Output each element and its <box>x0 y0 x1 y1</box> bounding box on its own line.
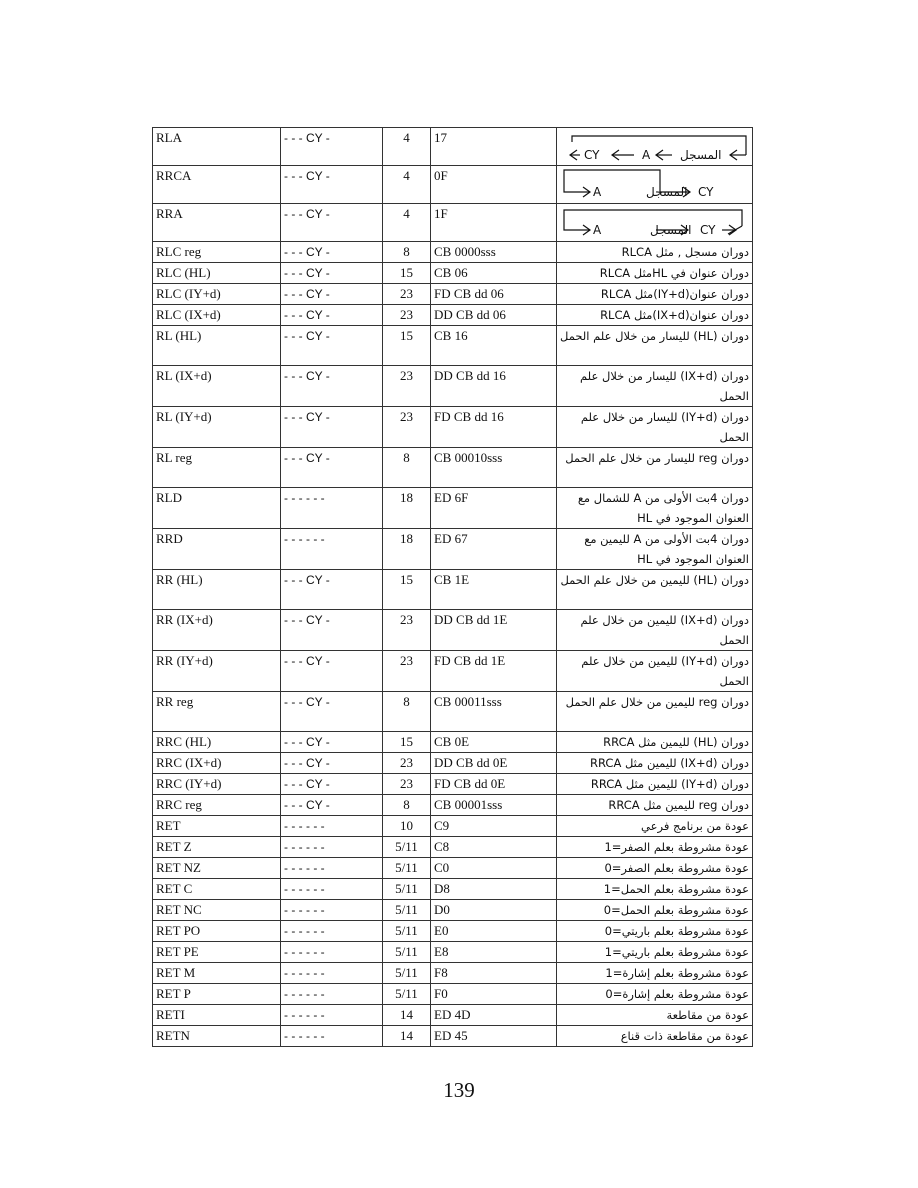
rotation-diagram-svg <box>560 166 748 203</box>
opcode-cell: FD CB dd 0E <box>431 774 557 795</box>
flags-cell: - - - CY - <box>281 166 383 204</box>
opcode-cell: ED 4D <box>431 1005 557 1026</box>
rotation-diagram-svg <box>560 128 748 165</box>
carry-label: CY <box>698 185 714 199</box>
table-row <box>153 128 753 166</box>
opcode-cell: C9 <box>431 816 557 837</box>
cycles-cell: 5/11 <box>383 921 431 942</box>
flags-cell: - - - - - - <box>281 879 383 900</box>
opcode-cell: 1F <box>431 204 557 242</box>
description-cell: دوران (IY+d) لليمين من خلال علم الحمل <box>557 651 753 692</box>
flags-cell: - - - CY - <box>281 263 383 284</box>
table-row <box>153 1026 753 1047</box>
description-cell: عودة من برنامج فرعي <box>557 816 753 837</box>
flags-cell: - - - CY - <box>281 284 383 305</box>
opcode-cell: CB 1E <box>431 570 557 610</box>
cycles-cell: 8 <box>383 692 431 732</box>
description-cell <box>557 166 753 204</box>
opcode-cell: 0F <box>431 166 557 204</box>
cycles-cell: 23 <box>383 284 431 305</box>
opcode-cell: C8 <box>431 837 557 858</box>
flags-cell: - - - - - - <box>281 837 383 858</box>
mnemonic-cell: RRCA <box>153 166 281 204</box>
cycles-cell: 4 <box>383 128 431 166</box>
description-cell <box>557 128 753 166</box>
mnemonic-cell: RLC reg <box>153 242 281 263</box>
opcode-cell: DD CB dd 06 <box>431 305 557 326</box>
flags-cell: - - - CY - <box>281 242 383 263</box>
description-cell: عودة مشروطة بعلم الصفر=1 <box>557 837 753 858</box>
table-row <box>153 529 753 570</box>
cycles-cell: 5/11 <box>383 837 431 858</box>
description-cell: دوران (HL) لليمين من خلال علم الحمل <box>557 570 753 610</box>
flags-cell: - - - CY - <box>281 448 383 488</box>
flags-cell: - - - - - - <box>281 963 383 984</box>
opcode-cell: FD CB dd 16 <box>431 407 557 448</box>
table-row <box>153 900 753 921</box>
description-cell: دوران (IY+d) لليسار من خلال علم الحمل <box>557 407 753 448</box>
opcode-cell: DD CB dd 16 <box>431 366 557 407</box>
opcode-cell: DD CB dd 1E <box>431 610 557 651</box>
opcode-cell: CB 00011sss <box>431 692 557 732</box>
mnemonic-cell: RRC (HL) <box>153 732 281 753</box>
mnemonic-cell: RETN <box>153 1026 281 1047</box>
mnemonic-cell: RET NZ <box>153 858 281 879</box>
flags-cell: - - - CY - <box>281 204 383 242</box>
mnemonic-cell: RET C <box>153 879 281 900</box>
table-row <box>153 942 753 963</box>
opcode-cell: D8 <box>431 879 557 900</box>
carry-label: CY <box>584 148 600 162</box>
flags-cell: - - - CY - <box>281 774 383 795</box>
carry-label: CY <box>700 223 716 237</box>
table-row <box>153 837 753 858</box>
opcode-cell: FD CB dd 1E <box>431 651 557 692</box>
cycles-cell: 15 <box>383 326 431 366</box>
table-row <box>153 753 753 774</box>
flags-cell: - - - - - - <box>281 488 383 529</box>
mnemonic-cell: RET <box>153 816 281 837</box>
flags-cell: - - - - - - <box>281 984 383 1005</box>
mnemonic-cell: RLA <box>153 128 281 166</box>
table-row <box>153 448 753 488</box>
loop-line <box>564 170 660 180</box>
table-row <box>153 284 753 305</box>
description-cell: دوران (IX+d) لليسار من خلال علم الحمل <box>557 366 753 407</box>
opcode-cell: CB 00010sss <box>431 448 557 488</box>
table-row <box>153 816 753 837</box>
table-row <box>153 921 753 942</box>
description-cell: عودة مشروطة بعلم باريتي=1 <box>557 942 753 963</box>
description-cell: عودة مشروطة بعلم الحمل=1 <box>557 879 753 900</box>
cycles-cell: 23 <box>383 366 431 407</box>
cycles-cell: 14 <box>383 1026 431 1047</box>
table-row <box>153 407 753 448</box>
flags-cell: - - - CY - <box>281 128 383 166</box>
mnemonic-cell: RET Z <box>153 837 281 858</box>
mnemonic-cell: RLC (IX+d) <box>153 305 281 326</box>
description-cell: عودة مشروطة بعلم إشارة=1 <box>557 963 753 984</box>
cycles-cell: 15 <box>383 570 431 610</box>
flags-cell: - - - CY - <box>281 326 383 366</box>
mnemonic-cell: RRD <box>153 529 281 570</box>
flags-cell: - - - - - - <box>281 858 383 879</box>
mnemonic-cell: RRC (IY+d) <box>153 774 281 795</box>
mnemonic-cell: RRC (IX+d) <box>153 753 281 774</box>
cycles-cell: 5/11 <box>383 879 431 900</box>
flags-cell: - - - - - - <box>281 900 383 921</box>
register-label: المسجل <box>680 148 722 162</box>
description-cell: عودة مشروطة بعلم الصفر=0 <box>557 858 753 879</box>
mnemonic-cell: RLC (IY+d) <box>153 284 281 305</box>
mnemonic-cell: RR (IX+d) <box>153 610 281 651</box>
description-cell: عودة مشروطة بعلم إشارة=0 <box>557 984 753 1005</box>
flags-cell: - - - CY - <box>281 305 383 326</box>
cycles-cell: 23 <box>383 610 431 651</box>
description-cell: دوران (IY+d) لليمين مثل RRCA <box>557 774 753 795</box>
mnemonic-cell: RLD <box>153 488 281 529</box>
cycles-cell: 5/11 <box>383 963 431 984</box>
description-cell: دوران 4بت الأولى من A لليمين مع العنوان الموجود في HL <box>557 529 753 570</box>
table-row <box>153 984 753 1005</box>
opcode-cell: E8 <box>431 942 557 963</box>
opcode-cell: ED 45 <box>431 1026 557 1047</box>
cycles-cell: 23 <box>383 753 431 774</box>
description-cell: دوران (HL) لليمين مثل RRCA <box>557 732 753 753</box>
mnemonic-cell: RL reg <box>153 448 281 488</box>
opcode-cell: C0 <box>431 858 557 879</box>
cycles-cell: 15 <box>383 732 431 753</box>
table-row <box>153 858 753 879</box>
mnemonic-cell: RET M <box>153 963 281 984</box>
flags-cell: - - - CY - <box>281 732 383 753</box>
opcode-cell: DD CB dd 0E <box>431 753 557 774</box>
rotation-diagram <box>560 204 749 241</box>
instruction-table-container <box>152 127 752 1043</box>
flags-cell: - - - CY - <box>281 795 383 816</box>
mnemonic-cell: RETI <box>153 1005 281 1026</box>
table-row <box>153 263 753 284</box>
mnemonic-cell: RR (HL) <box>153 570 281 610</box>
flags-cell: - - - CY - <box>281 570 383 610</box>
opcode-cell: CB 0000sss <box>431 242 557 263</box>
mnemonic-cell: RRC reg <box>153 795 281 816</box>
opcode-cell: CB 06 <box>431 263 557 284</box>
mnemonic-cell: RET NC <box>153 900 281 921</box>
rotation-diagram <box>560 128 749 165</box>
cycles-cell: 18 <box>383 529 431 570</box>
table-row <box>153 242 753 263</box>
mnemonic-cell: RR reg <box>153 692 281 732</box>
description-cell: دوران (IX+d) لليمين مثل RRCA <box>557 753 753 774</box>
cycles-cell: 18 <box>383 488 431 529</box>
flags-cell: - - - - - - <box>281 1005 383 1026</box>
flags-cell: - - - - - - <box>281 529 383 570</box>
table-row <box>153 774 753 795</box>
flags-cell: - - - CY - <box>281 651 383 692</box>
description-cell: دوران عنوان في HLمثل RLCA <box>557 263 753 284</box>
opcode-cell: 17 <box>431 128 557 166</box>
description-cell: دوران 4بت الأولى من A للشمال مع العنوان الموجود في HL <box>557 488 753 529</box>
description-cell: دوران (HL) لليسار من خلال علم الحمل <box>557 326 753 366</box>
opcode-cell: CB 0E <box>431 732 557 753</box>
mnemonic-cell: RET PE <box>153 942 281 963</box>
cycles-cell: 5/11 <box>383 942 431 963</box>
cycles-cell: 5/11 <box>383 858 431 879</box>
description-cell: عودة مشروطة بعلم باريتي=0 <box>557 921 753 942</box>
opcode-cell: CB 00001sss <box>431 795 557 816</box>
register-label: A <box>642 148 651 162</box>
cycles-cell: 23 <box>383 651 431 692</box>
flags-cell: - - - - - - <box>281 816 383 837</box>
table-row <box>153 570 753 610</box>
mnemonic-cell: RL (IX+d) <box>153 366 281 407</box>
table-row <box>153 166 753 204</box>
flags-cell: - - - - - - <box>281 1026 383 1047</box>
table-row <box>153 610 753 651</box>
flags-cell: - - - CY - <box>281 610 383 651</box>
cycles-cell: 8 <box>383 448 431 488</box>
table-row <box>153 651 753 692</box>
table-row <box>153 732 753 753</box>
cycles-cell: 4 <box>383 166 431 204</box>
opcode-cell: FD CB dd 06 <box>431 284 557 305</box>
flags-cell: - - - - - - <box>281 942 383 963</box>
description-cell: عودة من مقاطعة ذات قناع <box>557 1026 753 1047</box>
cycles-cell: 23 <box>383 774 431 795</box>
instruction-table <box>152 127 753 1047</box>
register-label: المسجل <box>650 223 692 237</box>
cycles-cell: 14 <box>383 1005 431 1026</box>
cycles-cell: 15 <box>383 263 431 284</box>
cycles-cell: 5/11 <box>383 900 431 921</box>
register-label: المسجل <box>646 185 688 199</box>
rotation-diagram <box>560 166 749 203</box>
description-cell: دوران عنوان(IY+d)مثل RLCA <box>557 284 753 305</box>
table-row <box>153 204 753 242</box>
mnemonic-cell: RLC (HL) <box>153 263 281 284</box>
opcode-cell: ED 67 <box>431 529 557 570</box>
rotation-diagram-svg <box>560 204 748 241</box>
table-row <box>153 879 753 900</box>
cycles-cell: 23 <box>383 305 431 326</box>
flags-cell: - - - - - - <box>281 921 383 942</box>
mnemonic-cell: RRA <box>153 204 281 242</box>
cycles-cell: 23 <box>383 407 431 448</box>
description-cell: دوران reg لليمين مثل RRCA <box>557 795 753 816</box>
opcode-cell: E0 <box>431 921 557 942</box>
table-row <box>153 488 753 529</box>
table-row <box>153 692 753 732</box>
table-row <box>153 1005 753 1026</box>
table-row <box>153 366 753 407</box>
cycles-cell: 8 <box>383 795 431 816</box>
instruction-table-body <box>153 128 753 1047</box>
opcode-cell: ED 6F <box>431 488 557 529</box>
register-label: A <box>593 185 602 199</box>
cycles-cell: 10 <box>383 816 431 837</box>
flags-cell: - - - CY - <box>281 407 383 448</box>
flags-cell: - - - CY - <box>281 753 383 774</box>
description-cell <box>557 204 753 242</box>
table-row <box>153 795 753 816</box>
flags-cell: - - - CY - <box>281 366 383 407</box>
mnemonic-cell: RET PO <box>153 921 281 942</box>
mnemonic-cell: RR (IY+d) <box>153 651 281 692</box>
description-cell: دوران مسجل , مثل RLCA <box>557 242 753 263</box>
opcode-cell: D0 <box>431 900 557 921</box>
description-cell: عودة مشروطة بعلم الحمل=0 <box>557 900 753 921</box>
table-row <box>153 305 753 326</box>
flags-cell: - - - CY - <box>281 692 383 732</box>
cycles-cell: 5/11 <box>383 984 431 1005</box>
opcode-cell: F8 <box>431 963 557 984</box>
table-row <box>153 326 753 366</box>
opcode-cell: CB 16 <box>431 326 557 366</box>
page-number: 139 <box>443 1078 475 1102</box>
description-cell: دوران reg لليسار من خلال علم الحمل <box>557 448 753 488</box>
mnemonic-cell: RL (IY+d) <box>153 407 281 448</box>
description-cell: دوران عنوان(IX+d)مثل RLCA <box>557 305 753 326</box>
description-cell: دوران (IX+d) لليمين من خلال علم الحمل <box>557 610 753 651</box>
cycles-cell: 4 <box>383 204 431 242</box>
table-row <box>153 963 753 984</box>
register-label: A <box>593 223 602 237</box>
mnemonic-cell: RET P <box>153 984 281 1005</box>
opcode-cell: F0 <box>431 984 557 1005</box>
cycles-cell: 8 <box>383 242 431 263</box>
mnemonic-cell: RL (HL) <box>153 326 281 366</box>
description-cell: دوران reg لليمين من خلال علم الحمل <box>557 692 753 732</box>
description-cell: عودة من مقاطعة <box>557 1005 753 1026</box>
